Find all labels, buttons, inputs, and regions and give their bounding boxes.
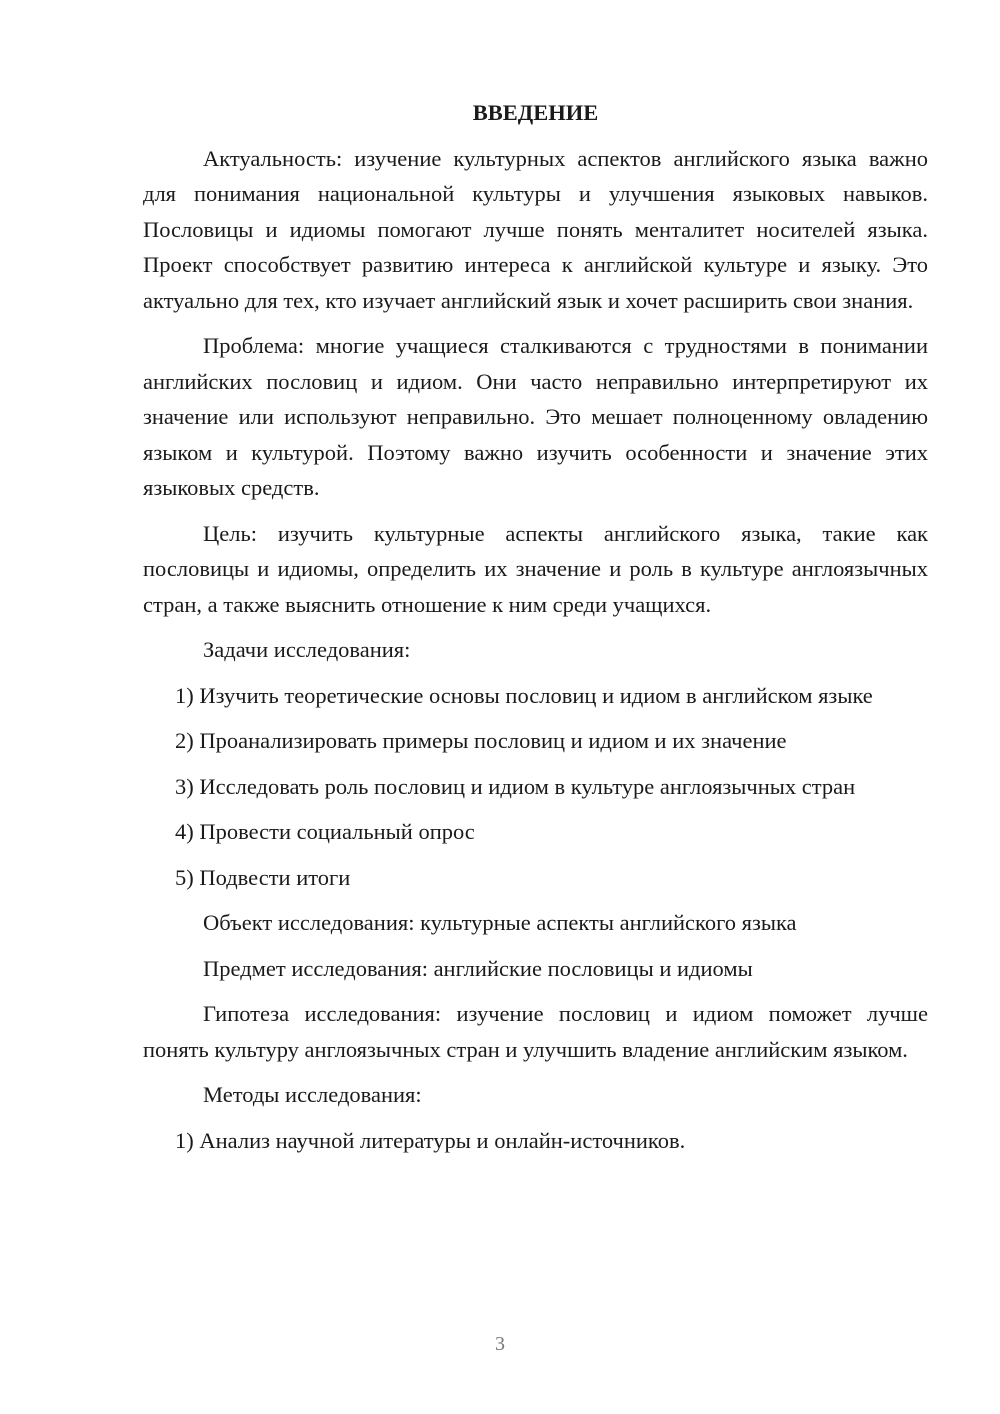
task-item-4: 4) Провести социальный опрос (175, 819, 475, 844)
method-item-1: 1) Анализ научной литературы и онлайн-источников. (175, 1127, 686, 1153)
research-subject: Предмет исследования: английские пословицы и идиомы (203, 955, 753, 981)
problem-paragraph: Проблема: многие учащиеся сталкиваются с трудностями в понимании английских пословиц и идиом. Они часто неправильно интерпретируют их значение или используют неправильно. Это мешает полноценному овладению языком и культурой. Поэтому важно изучить особенности и значение этих языковых средств. (143, 333, 928, 500)
section-title: ВВЕДЕНИЕ (472, 100, 599, 125)
task-item-1: 1) Изучить теоретические основы пословиц и идиом в английском языке (175, 682, 873, 708)
tasks-heading: Задачи исследования: (203, 637, 411, 662)
goal-paragraph: Цель: изучить культурные аспекты английского языка, такие как пословицы и идиомы, определить их значение и роль в культуре англоязычных стран, а также выяснить отношение к ним среди учащихся. (143, 520, 928, 617)
research-hypothesis: Гипотеза исследования: изучение пословиц и идиом поможет лучше понять культуру англоязычных стран и улучшить владение английским языком. (143, 1001, 928, 1062)
task-item-2: 2) Проанализировать примеры пословиц и идиом и их значение (175, 728, 787, 753)
page-number: 3 (495, 1333, 505, 1355)
methods-heading: Методы исследования: (203, 1082, 422, 1107)
task-item-5: 5) Подвести итоги (175, 864, 351, 890)
task-item-3: 3) Исследовать роль пословиц и идиом в культуре англоязычных стран (175, 773, 856, 799)
research-object: Объект исследования: культурные аспекты английского языка (203, 910, 797, 935)
document-page (143, 95, 928, 1168)
relevance-paragraph: Актуальность: изучение культурных аспектов английского языка важно для понимания национальной культуры и улучшения языковых навыков. Пословицы и идиомы помогают лучше понять менталитет носителей языка. Проект способствует развитию интереса к английской культуре и языку. Это актуально для тех, кто изучает английский язык и хочет расширить свои знания. (143, 145, 928, 313)
